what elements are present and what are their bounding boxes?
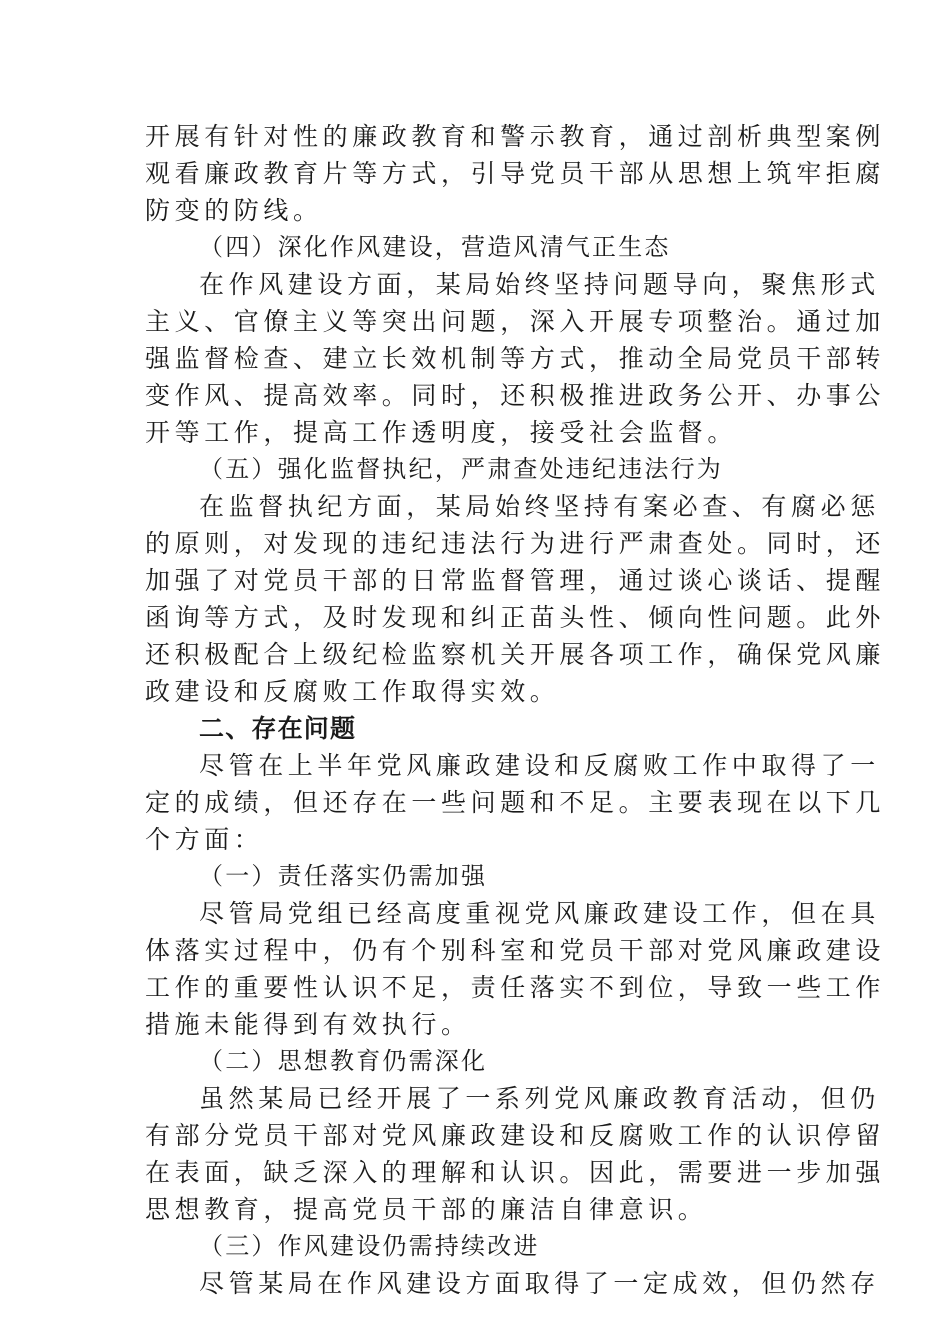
body-line: 工作的重要性认识不足，责任落实不到位，导致一些工作 <box>145 973 886 1002</box>
body-line: 变作风、提高效率。同时，还积极推进政务公开、办事公 <box>145 381 886 410</box>
body-line: 开等工作，提高工作透明度，接受社会监督。 <box>145 418 738 447</box>
document-page <box>145 118 886 1302</box>
body-line: 还积极配合上级纪检监察机关开展各项工作，确保党风廉 <box>145 640 886 669</box>
section-heading-issues: 二、存在问题 <box>199 714 357 743</box>
subsection-heading-2: （二）思想教育仍需深化 <box>199 1047 488 1075</box>
body-line: 强监督检查、建立长效机制等方式，推动全局党员干部转 <box>145 344 886 373</box>
body-line: 政建设和反腐败工作取得实效。 <box>145 677 560 706</box>
paragraph-first-line: 尽管在上半年党风廉政建设和反腐败工作中取得了一 <box>199 751 880 780</box>
body-line: 加强了对党员干部的日常监督管理，通过谈心谈话、提醒 <box>145 566 886 595</box>
body-line: 函询等方式，及时发现和纠正苗头性、倾向性问题。此外 <box>145 603 886 632</box>
body-line: 防变的防线。 <box>145 196 323 225</box>
body-line: 开展有针对性的廉政教育和警示教育，通过剖析典型案例 <box>145 122 886 151</box>
body-line: 体落实过程中，仍有个别科室和党员干部对党风廉政建设 <box>145 936 886 965</box>
body-line: 主义、官僚主义等突出问题，深入开展专项整治。通过加 <box>145 307 886 336</box>
body-line: 观看廉政教育片等方式，引导党员干部从思想上筑牢拒腐 <box>145 159 886 188</box>
body-line: 在表面，缺乏深入的理解和认识。因此，需要进一步加强 <box>145 1158 886 1187</box>
subsection-heading-3: （三）作风建设仍需持续改进 <box>199 1232 540 1260</box>
body-line: 定的成绩，但还存在一些问题和不足。主要表现在以下几 <box>145 788 886 817</box>
paragraph-first-line: 在监督执纪方面，某局始终坚持有案必查、有腐必惩 <box>199 492 880 521</box>
paragraph-first-line: 尽管局党组已经高度重视党风廉政建设工作，但在具 <box>199 899 880 928</box>
body-line: 措施未能得到有效执行。 <box>145 1010 471 1039</box>
body-line: 个方面： <box>145 825 264 854</box>
subsection-heading-5: （五）强化监督执纪，严肃查处违纪违法行为 <box>199 455 723 483</box>
subsection-heading-4: （四）深化作风建设，营造风清气正生态 <box>199 233 671 261</box>
paragraph-first-line: 在作风建设方面，某局始终坚持问题导向，聚焦形式 <box>199 270 880 299</box>
paragraph-first-line: 尽管某局在作风建设方面取得了一定成效，但仍然存 <box>199 1269 880 1298</box>
body-line: 有部分党员干部对党风廉政建设和反腐败工作的认识停留 <box>145 1121 886 1150</box>
body-line: 的原则，对发现的违纪违法行为进行严肃查处。同时，还 <box>145 529 886 558</box>
subsection-heading-1: （一）责任落实仍需加强 <box>199 862 488 890</box>
paragraph-first-line: 虽然某局已经开展了一系列党风廉政教育活动，但仍 <box>199 1084 880 1113</box>
body-line: 思想教育，提高党员干部的廉洁自律意识。 <box>145 1195 708 1224</box>
